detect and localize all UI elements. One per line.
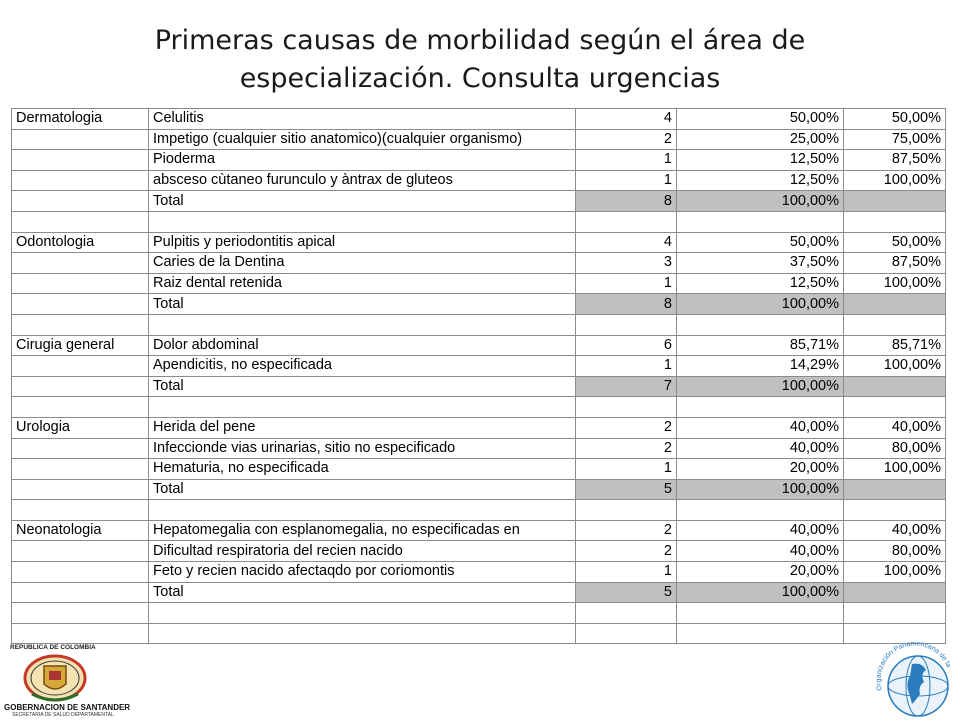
cell-area [12,129,149,150]
cell-area [12,191,149,212]
cell-count: 1 [576,356,677,377]
cell-count [576,314,677,335]
cell-percent: 12,50% [677,150,844,171]
cell-area: Neonatologia [12,520,149,541]
cell-area: Dermatologia [12,109,149,130]
cell-percent: 25,00% [677,129,844,150]
cell-cause: Total [149,376,576,397]
cell-count [576,623,677,644]
cell-cumulative [844,479,946,500]
table-row [12,232,946,253]
cell-count: 1 [576,459,677,480]
cell-cumulative [844,376,946,397]
cell-percent [677,500,844,521]
table-row [12,150,946,171]
santander-shield-icon [22,654,88,704]
cell-cumulative [844,582,946,603]
cell-cause [149,500,576,521]
cell-cumulative: 40,00% [844,520,946,541]
cell-cause: Pioderma [149,150,576,171]
table-blank-row [12,603,946,624]
cell-area [12,541,149,562]
cell-cause: Hepatomegalia con esplanomegalia, no especificadas en [149,520,576,541]
cell-cause: Infeccionde vias urinarias, sitio no especificado [149,438,576,459]
cell-cumulative: 85,71% [844,335,946,356]
cell-count: 8 [576,191,677,212]
cell-percent [677,623,844,644]
cell-cumulative: 100,00% [844,170,946,191]
table-row [12,541,946,562]
cell-cause [149,211,576,232]
cell-percent: 50,00% [677,232,844,253]
table-row [12,170,946,191]
table-total-row [12,582,946,603]
cell-cumulative: 87,50% [844,253,946,274]
cell-area [12,500,149,521]
cell-area [12,438,149,459]
cell-cause: Feto y recien nacido afectaqdo por coriomontis [149,562,576,583]
cell-percent: 85,71% [677,335,844,356]
table-row [12,356,946,377]
cell-cumulative [844,294,946,315]
cell-area [12,314,149,335]
cell-area [12,253,149,274]
table-total-row [12,376,946,397]
cell-count: 1 [576,150,677,171]
cell-cause: Hematuria, no especificada [149,459,576,480]
table-blank-row [12,397,946,418]
cell-cause [149,623,576,644]
cell-cause: Apendicitis, no especificada [149,356,576,377]
cell-cumulative: 100,00% [844,459,946,480]
table-total-row [12,191,946,212]
cell-count: 2 [576,520,677,541]
cell-cumulative: 40,00% [844,417,946,438]
paho-globe-icon [872,640,958,720]
cell-area: Cirugia general [12,335,149,356]
cell-cumulative [844,211,946,232]
cell-cause [149,314,576,335]
cell-percent [677,211,844,232]
cell-percent: 12,50% [677,170,844,191]
cell-count: 4 [576,109,677,130]
cell-cause: Dificultad respiratoria del recien nacido [149,541,576,562]
table-row [12,438,946,459]
cell-count [576,603,677,624]
title-line-1: Primeras causas de morbilidad según el área de [154,25,806,56]
cell-area [12,211,149,232]
cell-cause: Celulitis [149,109,576,130]
cell-cause: Dolor abdominal [149,335,576,356]
cell-percent: 50,00% [677,109,844,130]
table-blank-row [12,623,946,644]
cell-area [12,459,149,480]
cell-count: 4 [576,232,677,253]
table-total-row [12,479,946,500]
cell-percent [677,314,844,335]
cell-percent [677,603,844,624]
table-total-row [12,294,946,315]
cell-cause: Pulpitis y periodontitis apical [149,232,576,253]
cell-cause: absceso cùtaneo furunculo y àntrax de gluteos [149,170,576,191]
table-blank-row [12,211,946,232]
cell-cause: Herida del pene [149,417,576,438]
cell-count [576,397,677,418]
cell-cumulative [844,500,946,521]
slide-title [40,22,920,98]
morbidity-table-body [12,109,946,644]
cell-percent: 14,29% [677,356,844,377]
cell-cause: Total [149,191,576,212]
cell-area [12,479,149,500]
cell-area [12,150,149,171]
cell-cumulative: 87,50% [844,150,946,171]
cell-area [12,603,149,624]
cell-cumulative: 75,00% [844,129,946,150]
cell-area [12,356,149,377]
cell-area [12,376,149,397]
cell-cumulative: 80,00% [844,541,946,562]
cell-cause: Total [149,479,576,500]
cell-cause: Impetigo (cualquier sitio anatomico)(cualquier organismo) [149,129,576,150]
cell-count: 2 [576,541,677,562]
cell-percent: 40,00% [677,520,844,541]
table-row [12,520,946,541]
table-row [12,459,946,480]
cell-cumulative [844,603,946,624]
cell-percent: 37,50% [677,253,844,274]
cell-percent: 40,00% [677,417,844,438]
cell-count: 7 [576,376,677,397]
cell-count: 2 [576,417,677,438]
paho-arc-text: Organización Panamericana de la [875,640,952,692]
cell-count [576,500,677,521]
cell-area [12,562,149,583]
morbidity-table [11,108,946,644]
santander-logo [4,644,131,718]
title-line-2: especialización. Consulta urgencias [239,63,721,94]
cell-count: 1 [576,273,677,294]
cell-count: 6 [576,335,677,356]
cell-percent: 100,00% [677,294,844,315]
cell-cumulative: 100,00% [844,356,946,377]
cell-percent: 12,50% [677,273,844,294]
cell-cumulative: 50,00% [844,232,946,253]
table-blank-row [12,500,946,521]
cell-percent: 100,00% [677,582,844,603]
cell-count [576,211,677,232]
cell-cause [149,603,576,624]
cell-cause: Caries de la Dentina [149,253,576,274]
logo-org-text: GOBERNACION DE SANTANDER [4,703,131,712]
cell-cumulative [844,191,946,212]
cell-cause: Raiz dental retenida [149,273,576,294]
cell-count: 2 [576,438,677,459]
cell-percent: 20,00% [677,562,844,583]
cell-percent: 100,00% [677,479,844,500]
cell-count: 1 [576,170,677,191]
cell-area [12,582,149,603]
cell-count: 8 [576,294,677,315]
paho-logo [872,640,958,720]
cell-cumulative: 80,00% [844,438,946,459]
cell-cause: Total [149,582,576,603]
cell-count: 3 [576,253,677,274]
cell-area [12,294,149,315]
cell-percent: 100,00% [677,376,844,397]
cell-area [12,170,149,191]
cell-count: 5 [576,582,677,603]
table-row [12,417,946,438]
cell-cumulative: 100,00% [844,562,946,583]
cell-percent: 40,00% [677,438,844,459]
cell-cumulative: 50,00% [844,109,946,130]
cell-cause: Total [149,294,576,315]
cell-cumulative [844,314,946,335]
cell-cumulative: 100,00% [844,273,946,294]
cell-cause [149,397,576,418]
logo-country-text: REPUBLICA DE COLOMBIA [10,644,96,651]
cell-count: 2 [576,129,677,150]
cell-cumulative [844,397,946,418]
cell-percent: 100,00% [677,191,844,212]
table-row [12,109,946,130]
cell-area [12,623,149,644]
cell-percent [677,397,844,418]
cell-count: 5 [576,479,677,500]
table-row [12,253,946,274]
cell-percent: 40,00% [677,541,844,562]
cell-area: Urologia [12,417,149,438]
table-row [12,335,946,356]
table-blank-row [12,314,946,335]
cell-area [12,397,149,418]
cell-count: 1 [576,562,677,583]
table-row [12,273,946,294]
table-row [12,562,946,583]
cell-percent: 20,00% [677,459,844,480]
cell-area: Odontologia [12,232,149,253]
table-row [12,129,946,150]
cell-area [12,273,149,294]
logo-dept-text: SECRETARIA DE SALUD DEPARTAMENTAL [12,712,114,718]
